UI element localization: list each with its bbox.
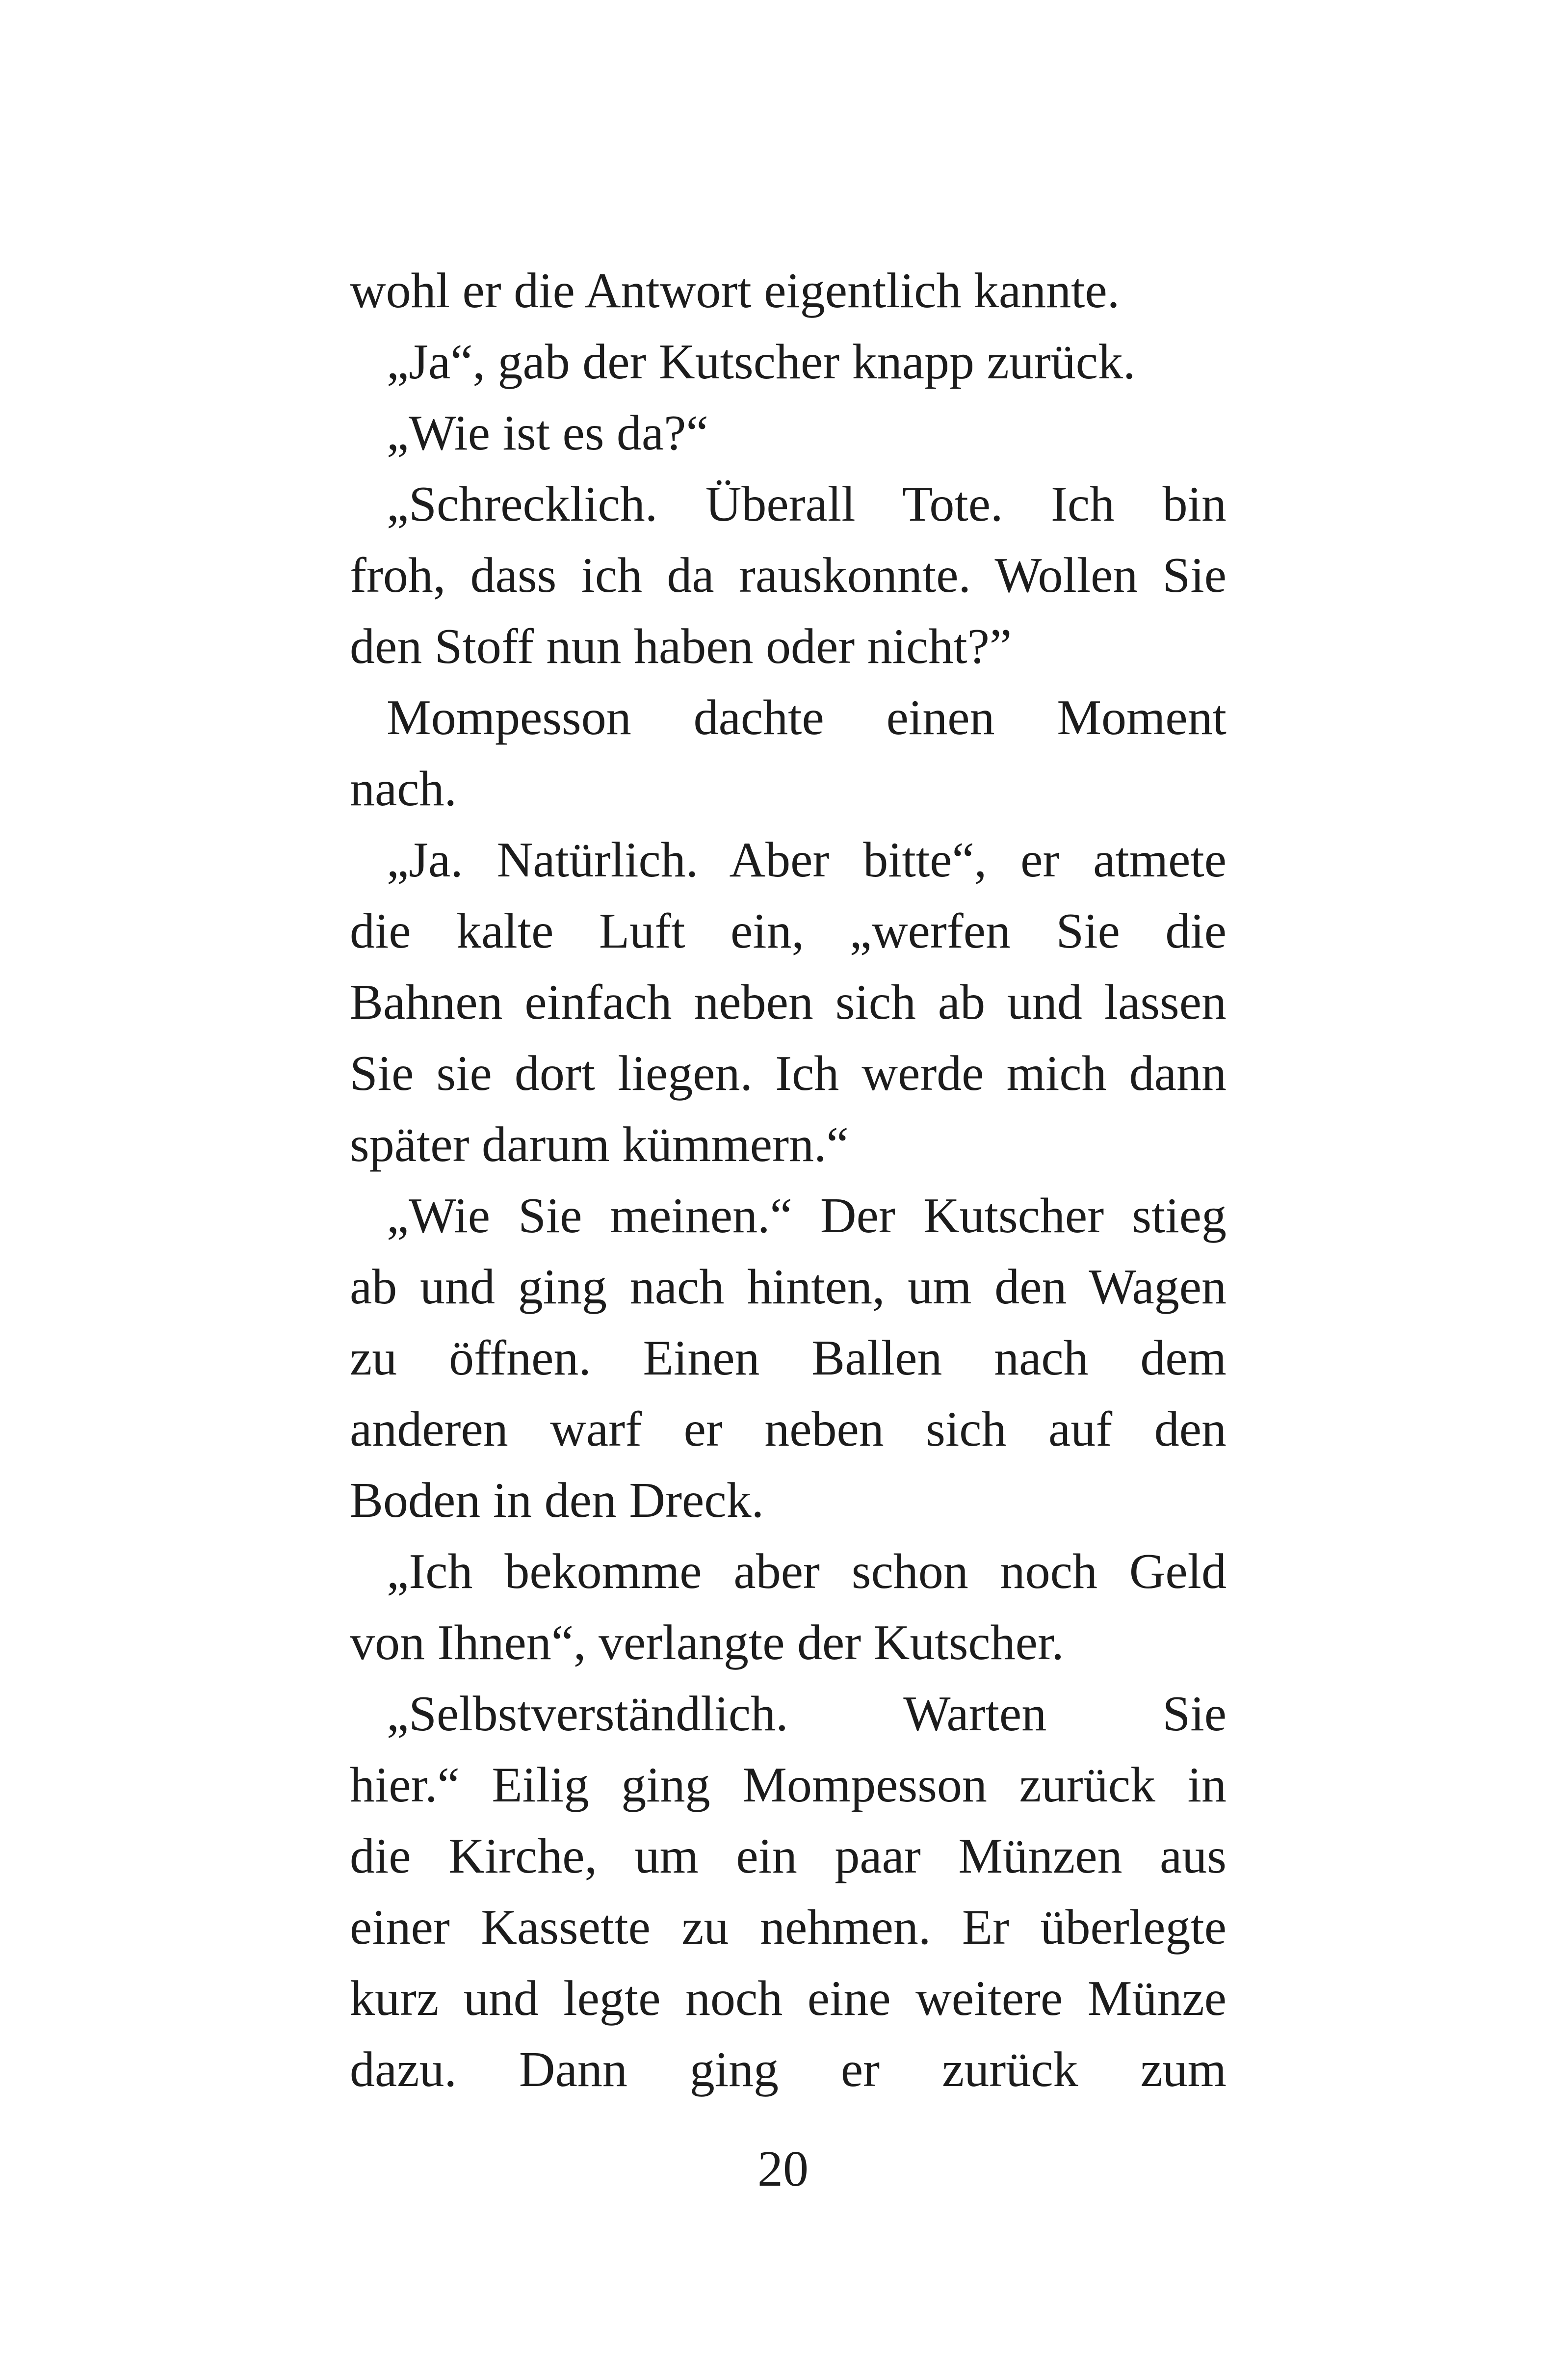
page-number: 20 bbox=[757, 2141, 809, 2197]
text-line: zu öffnen. Einen Ballen nach dem bbox=[350, 1330, 1227, 1386]
text-line: wohl er die Antwort eigentlich kannte. bbox=[350, 263, 1120, 318]
text-line: die kalte Luft ein, „werfen Sie die bbox=[350, 903, 1227, 959]
text-line: „Selbstverständlich. Warten Sie bbox=[387, 1686, 1227, 1742]
text-line: einer Kassette zu nehmen. Er überlegte bbox=[350, 1900, 1227, 1955]
text-line: den Stoff nun haben oder nicht?” bbox=[350, 619, 1012, 674]
text-line: Boden in den Dreck. bbox=[350, 1473, 764, 1528]
text-line: „Schrecklich. Überall Tote. Ich bin bbox=[387, 476, 1227, 532]
text-line: „Ja“, gab der Kutscher knapp zurück. bbox=[387, 334, 1136, 390]
text-line: die Kirche, um ein paar Münzen aus bbox=[350, 1828, 1227, 1884]
text-line: kurz und legte noch eine weitere Münze bbox=[350, 1971, 1227, 2026]
text-line: Mompesson dachte einen Moment bbox=[387, 690, 1227, 745]
body-text bbox=[350, 255, 1227, 2105]
text-line: „Wie ist es da?“ bbox=[387, 405, 708, 461]
text-line: später darum kümmern.“ bbox=[350, 1117, 849, 1172]
text-line: von Ihnen“, verlangte der Kutscher. bbox=[350, 1615, 1064, 1670]
text-line: ab und ging nach hinten, um den Wagen bbox=[350, 1259, 1227, 1315]
text-line: Bahnen einfach neben sich ab und lassen bbox=[350, 975, 1227, 1030]
text-line: dazu. Dann ging er zurück zum bbox=[350, 2042, 1227, 2097]
text-line: anderen warf er neben sich auf den bbox=[350, 1402, 1227, 1457]
text-line: nach. bbox=[350, 761, 457, 817]
text-line: „Wie Sie meinen.“ Der Kutscher stieg bbox=[387, 1188, 1227, 1243]
text-line: Sie sie dort liegen. Ich werde mich dann bbox=[350, 1046, 1227, 1101]
text-line: „Ich bekomme aber schon noch Geld bbox=[387, 1544, 1227, 1599]
text-line: hier.“ Eilig ging Mompesson zurück in bbox=[350, 1757, 1227, 1813]
text-line: „Ja. Natürlich. Aber bitte“, er atmete bbox=[387, 832, 1227, 888]
text-line: froh, dass ich da rauskonnte. Wollen Sie bbox=[350, 548, 1227, 603]
